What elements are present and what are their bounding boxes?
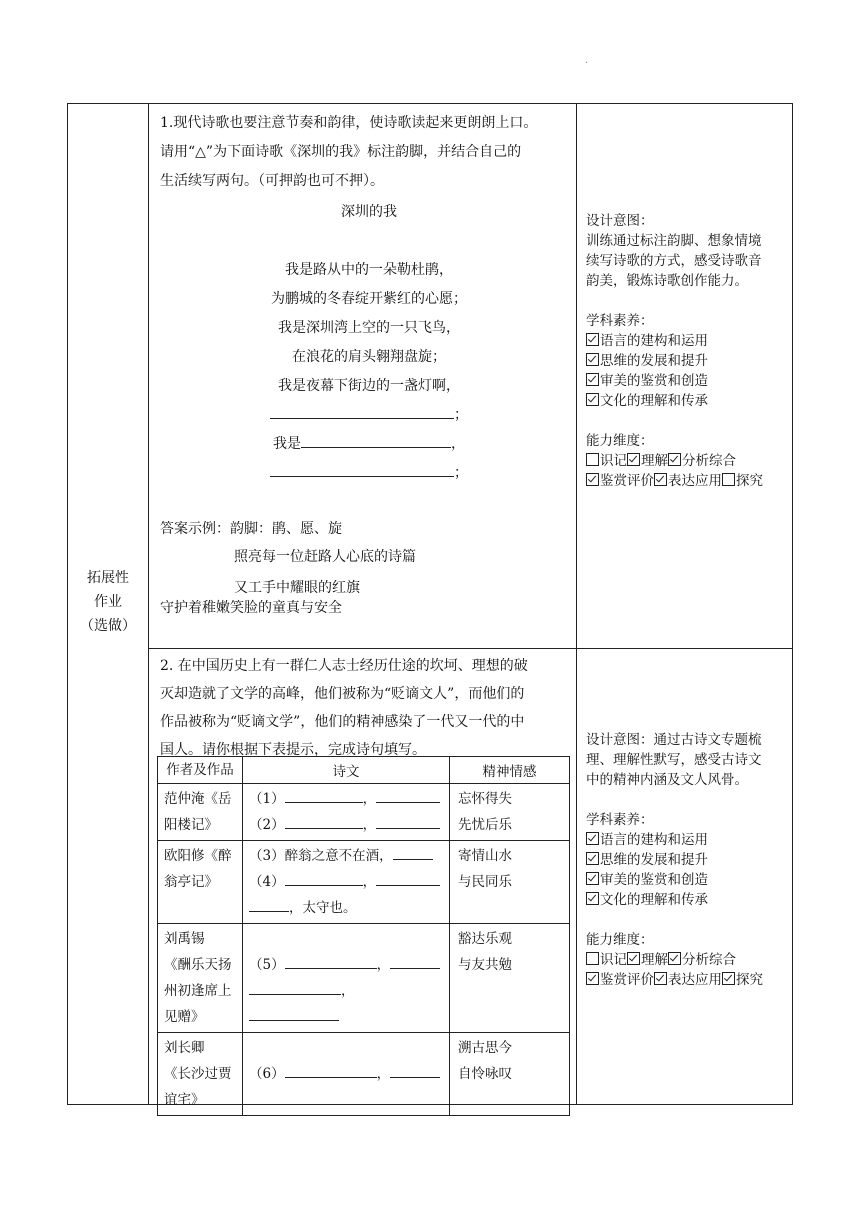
- ability-row: 鉴赏评价 表达应用 探究: [586, 970, 791, 990]
- checkbox-checked-icon: [586, 832, 599, 845]
- row-divider: [148, 648, 792, 649]
- literacy-item: 语言的建构和运用: [586, 830, 791, 850]
- emotion-cell: 溯古思今 自怜咏叹: [450, 1033, 570, 1116]
- q1-intro-line: 1.现代诗歌也要注意节奏和韵律，使诗歌读起来更朗朗上口。: [160, 115, 538, 131]
- author-cell: 刘禹锡 《酬乐天扬 州初逢席上 见赠》: [158, 924, 243, 1033]
- answer-line: 守护着稚嫩笑脸的童真与安全: [160, 600, 342, 616]
- q2-intro-line: 国人。请你根据下表提示，完成诗句填写。: [160, 742, 426, 758]
- fill-blank[interactable]: [285, 1063, 377, 1078]
- intent-title: 设计意图：: [586, 213, 654, 229]
- header-cell: 精神情感: [450, 757, 570, 784]
- literacy-title: 学科素养：: [586, 313, 654, 329]
- literacy-item: 审美的鉴赏和创造: [586, 371, 791, 391]
- literacy-item: 思维的发展和提升: [586, 351, 791, 371]
- intent-line: 韵美，锻炼诗歌创作能力。: [586, 273, 748, 289]
- intent-line: 中的精神内涵及文人风骨。: [586, 772, 748, 788]
- checkbox-checked-icon: [586, 393, 599, 406]
- literacy-item: 思维的发展和提升: [586, 850, 791, 870]
- q2-intro-line: 灭却造就了文学的高峰，他们被称为“贬谪文人”，而他们的: [160, 686, 525, 702]
- fill-blank[interactable]: [249, 980, 341, 995]
- header-cell: 诗文: [243, 757, 450, 784]
- intent-line: 续写诗歌的方式，感受诗歌音: [586, 253, 762, 269]
- fill-blank[interactable]: [390, 954, 440, 969]
- checkbox-checked-icon: [722, 972, 735, 985]
- design-notes-1: [586, 211, 791, 491]
- checkbox-checked-icon: [668, 952, 681, 965]
- poem-title: 深圳的我: [341, 204, 397, 220]
- literacy-item: 文化的理解和传承: [586, 391, 791, 411]
- answer-label: 答案示例：韵脚：鹃、愿、旋: [160, 521, 342, 537]
- poetry-table: [157, 756, 570, 1116]
- answer-line: 又工手中耀眼的红旗: [234, 580, 360, 596]
- literacy-title: 学科素养：: [586, 812, 654, 828]
- checkbox-checked-icon: [586, 872, 599, 885]
- answer-line: 照亮每一位赶路人心底的诗篇: [234, 549, 416, 565]
- poem-line: 我是夜幕下街边的一盏灯啊，: [278, 378, 460, 394]
- intent-line: 设计意图：通过古诗文专题梳: [586, 732, 762, 748]
- checkbox-checked-icon: [654, 972, 667, 985]
- fill-blank[interactable]: [376, 814, 440, 829]
- column-divider: [576, 104, 577, 1104]
- fill-blank[interactable]: [376, 871, 440, 886]
- poem-line: 在浪花的肩头翱翔盘旋；: [292, 349, 446, 365]
- checkbox-checked-icon: [627, 453, 640, 466]
- design-notes-2: [586, 730, 791, 990]
- literacy-item: 文化的理解和传承: [586, 890, 791, 910]
- poem-line: 我是路从中的一朵勒杜鹃，: [285, 262, 453, 278]
- fill-blank[interactable]: [285, 871, 363, 886]
- fill-blank[interactable]: [270, 404, 454, 419]
- fill-blank[interactable]: [376, 788, 440, 803]
- author-cell: 刘长卿 《长沙过贾 谊宅》: [158, 1033, 243, 1116]
- column-divider: [148, 104, 149, 1104]
- fill-blank[interactable]: [285, 954, 377, 969]
- poem-blank-line: 我是 ，: [160, 430, 578, 459]
- checkbox-checked-icon: [586, 333, 599, 346]
- fill-blank[interactable]: [249, 897, 289, 912]
- q1-intro-line: 请用“△”为下面诗歌《深圳的我》标注韵脚，并结合自己的: [160, 144, 522, 160]
- category-line: 作业: [94, 594, 122, 610]
- category-label: [68, 566, 148, 638]
- poem-blank-line: ；: [160, 401, 578, 430]
- emotion-cell: 忘怀得失 先忧后乐: [450, 784, 570, 841]
- checkbox-checked-icon: [586, 892, 599, 905]
- q2-intro-line: 2. 在中国历史上有一群仁人志士经历仕途的坎坷、理想的破: [160, 658, 528, 674]
- table-row: [158, 924, 570, 1033]
- fill-blank[interactable]: [301, 433, 451, 448]
- header-mark: ·: [585, 58, 589, 69]
- worksheet-table: [67, 103, 793, 1108]
- checkbox-empty-icon: [722, 473, 735, 486]
- ability-row: 识记 理解 分析综合: [586, 451, 791, 471]
- poem-line: 我是深圳湾上空的一只飞鸟，: [278, 320, 460, 336]
- ability-title: 能力维度：: [586, 433, 654, 449]
- ability-row: 鉴赏评价 表达应用 探究: [586, 471, 791, 491]
- verse-cell: （5） ， ，: [243, 924, 450, 1033]
- fill-blank[interactable]: [285, 814, 363, 829]
- checkbox-checked-icon: [627, 952, 640, 965]
- checkbox-checked-icon: [668, 453, 681, 466]
- literacy-item: 审美的鉴赏和创造: [586, 870, 791, 890]
- q1-intro-line: 生活续写两句。（可押韵也可不押）。: [160, 173, 384, 189]
- author-cell: 欧阳修《醉 翁亭记》: [158, 841, 243, 924]
- table-header: [158, 757, 570, 784]
- fill-blank[interactable]: [285, 788, 363, 803]
- header-cell: 作者及作品: [158, 757, 243, 784]
- category-line: （选做）: [80, 618, 136, 634]
- fill-blank[interactable]: [270, 462, 454, 477]
- category-line: 拓展性: [87, 570, 129, 586]
- ability-row: 识记 理解 分析综合: [586, 950, 791, 970]
- verse-cell: （1） ， （2） ，: [243, 784, 450, 841]
- checkbox-checked-icon: [586, 972, 599, 985]
- author-cell: 范仲淹《岳 阳楼记》: [158, 784, 243, 841]
- checkbox-checked-icon: [586, 373, 599, 386]
- verse-cell: （6） ，: [243, 1033, 450, 1116]
- checkbox-checked-icon: [586, 473, 599, 486]
- verse-cell: （3）醉翁之意不在酒， （4） ， ，太守也。: [243, 841, 450, 924]
- fill-blank[interactable]: [393, 845, 433, 860]
- fill-blank[interactable]: [390, 1063, 440, 1078]
- poem-blank-line: ；: [160, 459, 578, 488]
- poem-body: [160, 256, 578, 488]
- emotion-cell: 豁达乐观 与友共勉: [450, 924, 570, 1033]
- table-row: [158, 841, 570, 924]
- checkbox-empty-icon: [586, 453, 599, 466]
- q1-intro: [160, 109, 578, 196]
- intent-line: 训练通过标注韵脚、想象情境: [586, 233, 762, 249]
- poem-line: 为鹏城的冬春绽开紫红的心愿；: [271, 291, 467, 307]
- checkbox-checked-icon: [586, 852, 599, 865]
- ability-title: 能力维度：: [586, 932, 654, 948]
- literacy-item: 语言的建构和运用: [586, 331, 791, 351]
- intent-line: 理、理解性默写，感受古诗文: [586, 752, 762, 768]
- checkbox-empty-icon: [586, 952, 599, 965]
- checkbox-checked-icon: [654, 473, 667, 486]
- table-row: [158, 784, 570, 841]
- q2-intro-line: 作品被称为“贬谪文学”，他们的精神感染了一代又一代的中: [160, 714, 525, 730]
- table-row: [158, 1033, 570, 1116]
- fill-blank[interactable]: [249, 1006, 339, 1021]
- checkbox-checked-icon: [586, 353, 599, 366]
- emotion-cell: 寄情山水 与民同乐: [450, 841, 570, 924]
- q2-intro: [160, 652, 578, 764]
